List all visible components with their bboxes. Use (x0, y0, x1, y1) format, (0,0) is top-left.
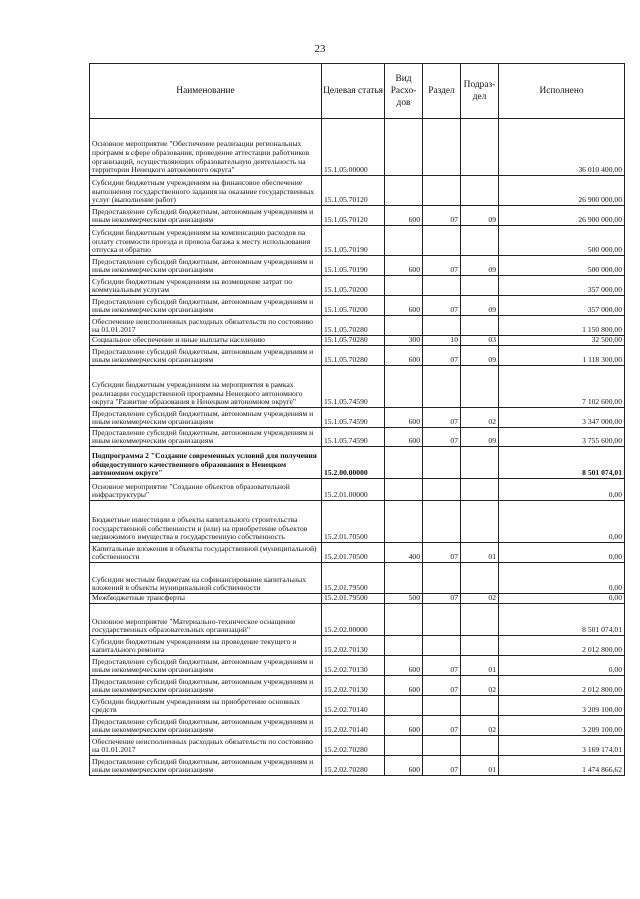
cell-target-article: 15.1.05.70200 (322, 276, 385, 296)
cell-section (423, 176, 461, 206)
cell-executed: 36 010 400,00 (499, 119, 625, 176)
cell-expense-type: 600 (385, 656, 423, 676)
cell-subsection (461, 176, 499, 206)
cell-section: 07 (423, 296, 461, 316)
cell-section: 07 (423, 676, 461, 696)
cell-subsection (461, 563, 499, 594)
cell-expense-type: 600 (385, 408, 423, 428)
table-row (90, 206, 625, 226)
cell-executed: 8 501 074,01 (499, 447, 625, 479)
cell-section (423, 696, 461, 716)
cell-expense-type: 600 (385, 256, 423, 276)
table-row (90, 501, 625, 543)
cell-expense-type: 300 (385, 336, 423, 346)
cell-executed: 0,00 (499, 563, 625, 594)
table-row (90, 276, 625, 296)
cell-section: 07 (423, 256, 461, 276)
cell-expense-type (385, 316, 423, 336)
table-row (90, 119, 625, 176)
table-row (90, 408, 625, 428)
cell-target-article: 15.2.02.70280 (322, 736, 385, 756)
table-row (90, 256, 625, 276)
cell-section (423, 276, 461, 296)
cell-name: Подпрограмма 2 "Создание современных условий для получения общедоступного качественного образования в Ненецком автономном округе" (90, 447, 322, 479)
header-section: Раздел (423, 64, 461, 119)
cell-expense-type (385, 226, 423, 256)
cell-executed: 500 000,00 (499, 256, 625, 276)
table-row (90, 176, 625, 206)
cell-subsection: 01 (461, 656, 499, 676)
header-name: Наименование (90, 64, 322, 119)
cell-subsection (461, 316, 499, 336)
cell-subsection: 02 (461, 408, 499, 428)
cell-target-article: 15.1.05.70190 (322, 226, 385, 256)
cell-expense-type (385, 736, 423, 756)
header-executed: Исполнено (499, 64, 625, 119)
cell-subsection (461, 636, 499, 656)
cell-subsection: 01 (461, 543, 499, 563)
cell-executed: 3 755 600,00 (499, 428, 625, 447)
cell-expense-type: 400 (385, 543, 423, 563)
cell-expense-type (385, 563, 423, 594)
cell-section (423, 604, 461, 636)
cell-executed: 2 012 800,00 (499, 676, 625, 696)
table-row (90, 316, 625, 336)
cell-expense-type: 600 (385, 206, 423, 226)
cell-executed: 0,00 (499, 656, 625, 676)
cell-target-article: 15.1.05.70120 (322, 206, 385, 226)
cell-subsection: 09 (461, 428, 499, 447)
cell-executed: 0,00 (499, 594, 625, 604)
cell-section: 07 (423, 543, 461, 563)
budget-table (89, 63, 625, 776)
cell-subsection: 03 (461, 336, 499, 346)
cell-target-article: 15.1.05.74590 (322, 408, 385, 428)
cell-section (423, 479, 461, 501)
cell-executed: 8 501 074,01 (499, 604, 625, 636)
cell-target-article: 15.2.02.70130 (322, 636, 385, 656)
table-row (90, 336, 625, 346)
cell-executed: 3 347 000,00 (499, 408, 625, 428)
cell-section: 10 (423, 336, 461, 346)
table-row (90, 296, 625, 316)
cell-section: 07 (423, 594, 461, 604)
cell-name: Предоставление субсидий бюджетным, автономным учреждениям и иным некоммерческим организациям (90, 676, 322, 696)
cell-target-article: 15.1.05.70280 (322, 316, 385, 336)
cell-name: Бюджетные инвестиции в объекты капитального строительства государственной собственности и (или) на приобретение объектов недвижимого имущества в государственную собственность (90, 501, 322, 543)
cell-executed: 0,00 (499, 501, 625, 543)
cell-subsection (461, 276, 499, 296)
table-row (90, 428, 625, 447)
cell-executed: 0,00 (499, 543, 625, 563)
cell-section (423, 563, 461, 594)
cell-section (423, 736, 461, 756)
table-row (90, 226, 625, 256)
cell-expense-type: 500 (385, 594, 423, 604)
cell-name: Предоставление субсидий бюджетным, автономным учреждениям и иным некоммерческим организациям (90, 346, 322, 366)
cell-executed: 357 000,00 (499, 276, 625, 296)
cell-name: Субсидии бюджетным учреждениям на возмещение затрат по коммунальным услугам (90, 276, 322, 296)
cell-name: Предоставление субсидий бюджетным, автономным учреждениям и иным некоммерческим организациям (90, 656, 322, 676)
cell-name: Субсидии бюджетным учреждениям на проведение текущего и капитального ремонта (90, 636, 322, 656)
cell-subsection: 09 (461, 206, 499, 226)
cell-target-article: 15.1.05.70200 (322, 296, 385, 316)
cell-executed: 3 209 100,00 (499, 716, 625, 736)
cell-section: 07 (423, 206, 461, 226)
cell-name: Обеспечение неисполненных расходных обязательств по состоянию на 01.01.2017 (90, 316, 322, 336)
cell-executed: 7 102 600,00 (499, 366, 625, 408)
cell-executed: 500 000,00 (499, 226, 625, 256)
cell-target-article: 15.1.05.70190 (322, 256, 385, 276)
cell-target-article: 15.2.00.00000 (322, 447, 385, 479)
cell-section: 07 (423, 408, 461, 428)
table-row (90, 366, 625, 408)
cell-target-article: 15.1.05.00000 (322, 119, 385, 176)
table-row (90, 656, 625, 676)
cell-subsection: 09 (461, 296, 499, 316)
cell-name: Субсидии бюджетным учреждениям на финансовое обеспечение выполнения государственного задания на оказание государственных услуг (выполнение работ) (90, 176, 322, 206)
cell-section: 07 (423, 716, 461, 736)
cell-section (423, 447, 461, 479)
cell-subsection: 09 (461, 346, 499, 366)
cell-subsection (461, 736, 499, 756)
cell-target-article: 15.2.01.70500 (322, 543, 385, 563)
cell-target-article: 15.2.02.70130 (322, 676, 385, 696)
table-row (90, 756, 625, 776)
cell-name: Субсидии местным бюджетам на софинансирование капитальных вложений в объекты муниципальной собственности (90, 563, 322, 594)
cell-executed: 1 118 300,00 (499, 346, 625, 366)
cell-expense-type (385, 501, 423, 543)
cell-section: 07 (423, 656, 461, 676)
header-target-article: Целевая статья (322, 64, 385, 119)
cell-executed: 2 012 800,00 (499, 636, 625, 656)
cell-expense-type (385, 276, 423, 296)
cell-section (423, 501, 461, 543)
cell-expense-type (385, 176, 423, 206)
cell-executed: 1 474 866,62 (499, 756, 625, 776)
cell-section: 07 (423, 756, 461, 776)
cell-expense-type (385, 479, 423, 501)
cell-name: Социальное обеспечение и иные выплаты населению (90, 336, 322, 346)
page-number: 23 (314, 43, 326, 55)
cell-subsection (461, 447, 499, 479)
cell-target-article: 15.2.02.70130 (322, 656, 385, 676)
cell-name: Субсидии бюджетным учреждениям на компенсацию расходов на оплату стоимости проезда и провоза багажа к месту использования отпуска и обратно (90, 226, 322, 256)
cell-target-article: 15.1.05.74590 (322, 366, 385, 408)
table-row (90, 594, 625, 604)
cell-target-article: 15.2.01.79500 (322, 594, 385, 604)
cell-subsection (461, 604, 499, 636)
cell-subsection (461, 696, 499, 716)
table-row (90, 479, 625, 501)
cell-section (423, 636, 461, 656)
table-row (90, 346, 625, 366)
table-row (90, 447, 625, 479)
table-header-row (90, 64, 625, 119)
cell-name: Предоставление субсидий бюджетным, автономным учреждениям и иным некоммерческим организациям (90, 256, 322, 276)
cell-section: 07 (423, 346, 461, 366)
table-row (90, 604, 625, 636)
cell-executed: 0,00 (499, 479, 625, 501)
cell-name: Основное мероприятие "Обеспечение реализации региональных программ в сфере образования, проведение аттестации работников организаций, осуществляющих образовательную деятельность на территории Ненецкого автономного округа" (90, 119, 322, 176)
cell-target-article: 15.1.05.70120 (322, 176, 385, 206)
cell-target-article: 15.2.01.00000 (322, 479, 385, 501)
cell-target-article: 15.2.02.70140 (322, 716, 385, 736)
cell-executed: 32 500,00 (499, 336, 625, 346)
cell-expense-type: 600 (385, 756, 423, 776)
cell-target-article: 15.1.05.70280 (322, 336, 385, 346)
cell-name: Предоставление субсидий бюджетным, автономным учреждениям и иным некоммерческим организациям (90, 428, 322, 447)
cell-name: Предоставление субсидий бюджетным, автономным учреждениям и иным некоммерческим организациям (90, 716, 322, 736)
cell-expense-type (385, 119, 423, 176)
cell-target-article: 15.1.05.70280 (322, 346, 385, 366)
cell-executed: 26 900 000,00 (499, 206, 625, 226)
cell-executed: 1 150 800,00 (499, 316, 625, 336)
cell-subsection (461, 119, 499, 176)
cell-name: Предоставление субсидий бюджетным, автономным учреждениям и иным некоммерческим организациям (90, 296, 322, 316)
cell-section (423, 226, 461, 256)
cell-expense-type: 600 (385, 296, 423, 316)
table-row (90, 696, 625, 716)
cell-section (423, 366, 461, 408)
cell-section (423, 316, 461, 336)
cell-name: Обеспечение неисполненных расходных обязательств по состоянию на 01.01.2017 (90, 736, 322, 756)
cell-expense-type (385, 604, 423, 636)
cell-name: Предоставление субсидий бюджетным, автономным учреждениям и иным некоммерческим организациям (90, 408, 322, 428)
cell-subsection (461, 501, 499, 543)
header-subsection: Подраз-дел (461, 64, 499, 119)
table-row (90, 716, 625, 736)
cell-expense-type (385, 366, 423, 408)
cell-executed: 26 900 000,00 (499, 176, 625, 206)
table-row (90, 736, 625, 756)
cell-name: Субсидии бюджетным учреждениям на приобретение основных средств (90, 696, 322, 716)
cell-subsection: 02 (461, 594, 499, 604)
cell-expense-type (385, 447, 423, 479)
cell-subsection: 09 (461, 256, 499, 276)
cell-name: Предоставление субсидий бюджетным, автономным учреждениям и иным некоммерческим организациям (90, 756, 322, 776)
cell-expense-type (385, 696, 423, 716)
cell-name: Основное мероприятие "Материально-техническое оснащение государственных образовательных организаций" (90, 604, 322, 636)
cell-section (423, 119, 461, 176)
cell-name: Межбюджетные трансферты (90, 594, 322, 604)
cell-target-article: 15.2.02.70140 (322, 696, 385, 716)
table-row (90, 636, 625, 656)
cell-section: 07 (423, 428, 461, 447)
cell-subsection: 02 (461, 716, 499, 736)
cell-subsection (461, 479, 499, 501)
cell-subsection (461, 366, 499, 408)
cell-target-article: 15.1.05.74590 (322, 428, 385, 447)
cell-name: Основное мероприятие "Создание объектов образовательной инфраструктуры" (90, 479, 322, 501)
cell-executed: 357 000,00 (499, 296, 625, 316)
header-expense-type: Вид Расхо-дов (385, 64, 423, 119)
cell-target-article: 15.2.01.70500 (322, 501, 385, 543)
cell-expense-type (385, 636, 423, 656)
cell-expense-type: 600 (385, 676, 423, 696)
cell-name: Предоставление субсидий бюджетным, автономным учреждениям и иным некоммерческим организациям (90, 206, 322, 226)
cell-subsection (461, 226, 499, 256)
cell-executed: 3 209 100,00 (499, 696, 625, 716)
table-row (90, 563, 625, 594)
cell-name: Субсидии бюджетным учреждениям на мероприятия в рамках реализации государственной программы Ненецкого автономного округа "Развитие образования в Ненецком автономном округе" (90, 366, 322, 408)
cell-target-article: 15.2.02.70280 (322, 756, 385, 776)
cell-expense-type: 600 (385, 428, 423, 447)
table-row (90, 543, 625, 563)
cell-target-article: 15.2.02.00000 (322, 604, 385, 636)
cell-subsection: 02 (461, 676, 499, 696)
cell-expense-type: 600 (385, 716, 423, 736)
cell-target-article: 15.2.01.79500 (322, 563, 385, 594)
cell-subsection: 01 (461, 756, 499, 776)
table-row (90, 676, 625, 696)
cell-expense-type: 600 (385, 346, 423, 366)
cell-executed: 3 169 174,01 (499, 736, 625, 756)
cell-name: Капитальные вложения в объекты государственной (муниципальной) собственности (90, 543, 322, 563)
